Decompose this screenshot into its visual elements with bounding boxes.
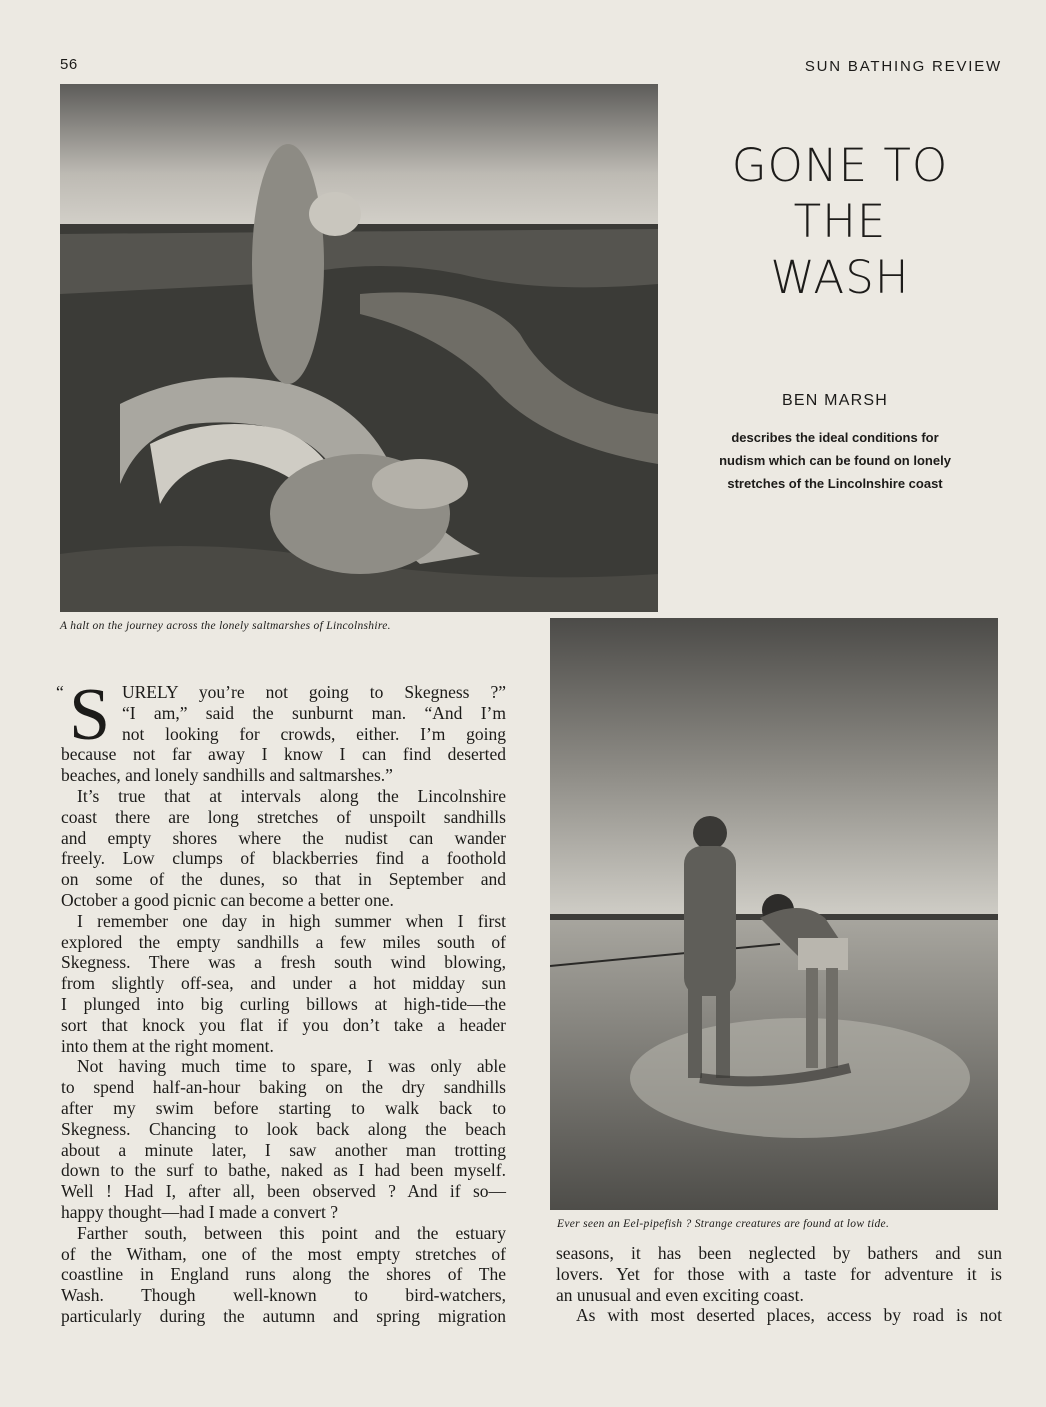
opening-paragraph: [56, 674, 506, 786]
standfirst-line: stretches of the Lincolnshire coast: [727, 476, 943, 491]
text-line: October a good picnic can become a better one.: [61, 889, 394, 910]
text-line: Not having much time to spare, I was only able: [77, 1056, 506, 1077]
text-line: an unusual and even exciting coast.: [556, 1284, 804, 1305]
body-column-1: [56, 674, 506, 1327]
text-line: into them at the right moment.: [61, 1035, 274, 1056]
text-line: lovers. Yet for those with a taste for adventure it is: [556, 1263, 1002, 1284]
text-line: Farther south, between this point and the estuary: [77, 1222, 506, 1243]
body-column-2: [556, 1243, 1002, 1326]
paragraph: [61, 1223, 506, 1327]
text-line: Well ! Had I, after all, been observed ? And if so—: [61, 1181, 506, 1202]
text-line: of the Witham, one of the most empty stretches of: [61, 1243, 506, 1264]
text-line: Skegness. Chancing to look back along the beach: [61, 1118, 506, 1139]
text-line: beaches, and lonely sandhills and saltmarshes.”: [61, 765, 393, 786]
text-line: sort that knock you flat if you don’t take a header: [61, 1014, 506, 1035]
text-line: Skegness. There was a fresh south wind blowing,: [61, 952, 506, 973]
text-line: I remember one day in high summer when I first: [77, 910, 506, 931]
text-line: coast there are long stretches of unspoilt sandhills: [61, 806, 506, 827]
running-head: SUN BATHING REVIEW: [804, 58, 1002, 75]
text-line: and empty shores where the nudist can wander: [61, 827, 506, 848]
article-title: [690, 138, 990, 306]
text-line: particularly during the autumn and spring migration: [61, 1305, 506, 1326]
title-line: THE: [793, 195, 887, 248]
text-line: seasons, it has been neglected by bathers and sun: [556, 1243, 1002, 1263]
paragraph: [556, 1243, 1002, 1305]
text-line: freely. Low clumps of blackberries find a foothold: [61, 848, 506, 869]
text-line: I plunged into big curling billows at high-tide—the: [61, 993, 506, 1014]
text-line: It’s true that at intervals along the Lincolnshire: [77, 785, 506, 806]
standfirst-line: nudism which can be found on lonely: [719, 453, 951, 468]
title-line: GONE TO: [731, 139, 949, 192]
paragraph: [556, 1305, 1002, 1326]
text-line: “I am,” said the sunburnt man. “And I’m: [122, 702, 506, 723]
saltmarsh-photo-image: [60, 84, 658, 612]
byline: BEN MARSH: [782, 392, 888, 409]
page-number: 56: [60, 56, 78, 73]
beach-photo-image: [550, 618, 998, 1210]
text-line: URELY you’re not going to Skegness ?”: [122, 682, 506, 702]
photo-saltmarsh: [60, 84, 658, 612]
text-line: down to the surf to bathe, naked as I had been myself.: [61, 1160, 506, 1181]
text-line: from slightly off-sea, and under a hot midday sun: [61, 973, 506, 994]
paragraph: [61, 1056, 506, 1222]
text-line: on some of the dunes, so that in September and: [61, 869, 506, 890]
opening-quote: “: [56, 682, 64, 702]
text-line: coastline in England runs along the shores of The: [61, 1264, 506, 1285]
text-line: about a minute later, I saw another man trotting: [61, 1139, 506, 1160]
caption-saltmarsh: A halt on the journey across the lonely saltmarshes of Lincolnshire.: [60, 620, 391, 632]
title-line: WASH: [770, 251, 910, 304]
photo-beach: [550, 618, 998, 1210]
text-line: to spend half-an-hour baking on the dry sandhills: [61, 1077, 506, 1098]
text-line: because not far away I know I can find deserted: [61, 744, 506, 765]
text-line: Wash. Though well-known to bird-watchers,: [61, 1285, 506, 1306]
paragraph: [61, 911, 506, 1057]
drop-cap: S: [69, 674, 111, 756]
standfirst-line: describes the ideal conditions for: [731, 430, 939, 445]
standfirst: [700, 426, 970, 495]
caption-beach: Ever seen an Eel-pipefish ? Strange creatures are found at low tide.: [557, 1218, 890, 1230]
text-line: after my swim before starting to walk back to: [61, 1097, 506, 1118]
text-line: explored the empty sandhills a few miles south of: [61, 931, 506, 952]
text-line: not looking for crowds, either. I’m going: [122, 723, 506, 744]
text-line: happy thought—had I made a convert ?: [61, 1201, 338, 1222]
paragraph: [61, 786, 506, 911]
text-line: As with most deserted places, access by road is not: [576, 1305, 1002, 1326]
